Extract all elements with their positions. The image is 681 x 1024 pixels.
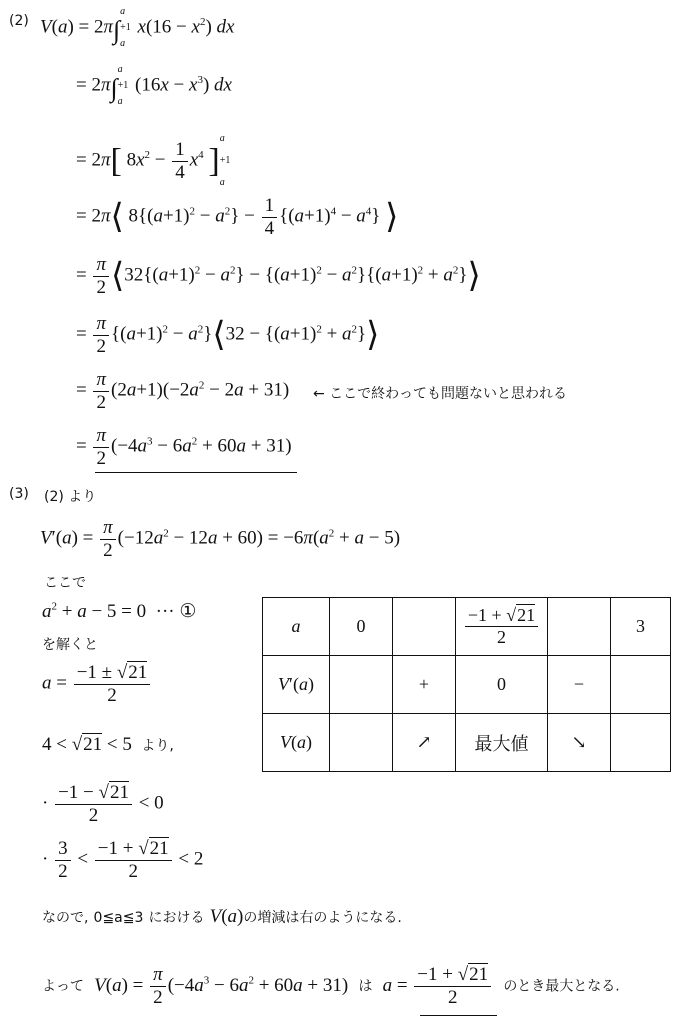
quadratic-equation: $a^2 + a - 5 = 0$ ··· ① — [42, 600, 197, 622]
header-derivative: V′(a) — [263, 656, 330, 714]
conclusion-underline — [420, 1015, 497, 1016]
conclusion-prefix: よって — [42, 978, 84, 995]
increase-arrow-icon: ↗ — [393, 714, 456, 772]
decrease-arrow-icon: ↘ — [548, 714, 611, 772]
cell-d-2: 0 — [456, 656, 548, 714]
bullet-inequality-2: · $\frac{3}{2}$ < $\frac{-1 + √21}{2}$ < 2 — [42, 838, 204, 882]
conclusion-sentence — [42, 964, 620, 1009]
range-text: 0≦a≦3 — [93, 910, 144, 926]
part2-label: (2) — [9, 13, 29, 29]
cell-d-0 — [330, 656, 393, 714]
table-note: の増減は右のようになる. — [243, 910, 402, 926]
here-text: ここで — [44, 575, 86, 591]
cell-a-4: 3 — [611, 598, 671, 656]
equation-line-3: = 2π[ $8x^2$ − $\frac{1}{4}$ $x^4$ ] a +1 a — [76, 133, 231, 188]
equation-line-5: = $\frac{\pi}{2}$ $⟨32\{(a+1)^2 - a^2\} - \{(a+1)^2 - a^2\}\{(a+1)^2$ + $a^2\}⟩$ — [76, 254, 481, 298]
range-sentence — [42, 906, 402, 928]
table-row-derivative — [263, 656, 671, 714]
cell-d-3: − — [548, 656, 611, 714]
cell-d-1: + — [393, 656, 456, 714]
equation-line-4: = 2π⟨ $8\{(a+1)^2 - a^2\}$ − $\frac{1}{4}$ $\{(a+1)^4 - a^4\}$ ⟩ — [76, 195, 399, 239]
bound-suffix: より, — [141, 738, 174, 754]
header-function: V(a) — [263, 714, 330, 772]
equation-line-8: = $\frac{\pi}{2}$ $(-4a^3 - 6a^2 + 60a + 31)$ — [76, 425, 292, 469]
cell-a-3 — [548, 598, 611, 656]
solution-equation: a = $\frac{-1 \pm √21}{2}$ — [42, 662, 152, 707]
equation-line-7: = $\frac{\pi}{2}$ $(2a+1)(-2a^2 - 2a + 31)$ — [76, 369, 290, 413]
variation-table — [262, 597, 671, 772]
since-text: なので, — [42, 910, 89, 926]
conclusion-mid: は — [358, 978, 373, 995]
equation-line-6: = $\frac{\pi}{2}$ {$(a+1)^2$ − $a^2\}⟨32 - \{(a+1)^2$ + $a^2\}⟩$ — [76, 313, 380, 357]
equation-line-2: = 2π∫ a +1 a $(16x - x^3)$ dx — [76, 64, 232, 107]
bullet-inequality-1: · $\frac{-1 - √21}{2}$ < 0 — [42, 782, 164, 826]
table-row-function — [263, 714, 671, 772]
header-a: a — [263, 598, 330, 656]
cell-a-critical: $\frac{-1 + √21}{2}$ — [456, 598, 548, 656]
conclusion-suffix: のとき最大となる. — [503, 978, 620, 995]
function-label: V(a) — [209, 906, 244, 927]
derivative-equation: V′(a) = $\frac{\pi}{2}$ $(-12a^2 - 12a + 60) = -6\pi(a^2 + a - 5)$ — [40, 517, 401, 561]
equation-line-1: V(a) = 2π∫ a +1 a $x(16 - x^2)$ dx — [40, 6, 235, 49]
table-row-a — [263, 598, 671, 656]
remark-note: ← ここで終わっても問題ないと思われる — [313, 386, 568, 402]
conclusion-value: a = $\frac{-1 + √21}{2}$ — [383, 975, 494, 996]
cell-v-max: 最大値 — [456, 714, 548, 772]
conclusion-function: V(a) = $\frac{\pi}{2}$ $(-4a^3 - 6a^2 + 60a + 31)$ — [94, 964, 349, 1008]
cell-v-4 — [611, 714, 671, 772]
bound-inequality: 4 < √21 < 5 より, — [42, 734, 174, 755]
part3-label: (3) — [9, 486, 29, 502]
cell-v-0 — [330, 714, 393, 772]
answer-underline — [95, 472, 297, 473]
cell-a-1 — [393, 598, 456, 656]
part3-reference: (2) より — [44, 489, 97, 505]
cell-a-0: 0 — [330, 598, 393, 656]
solve-text: を解くと — [42, 637, 98, 653]
cell-d-4 — [611, 656, 671, 714]
in-text: における — [148, 910, 205, 926]
